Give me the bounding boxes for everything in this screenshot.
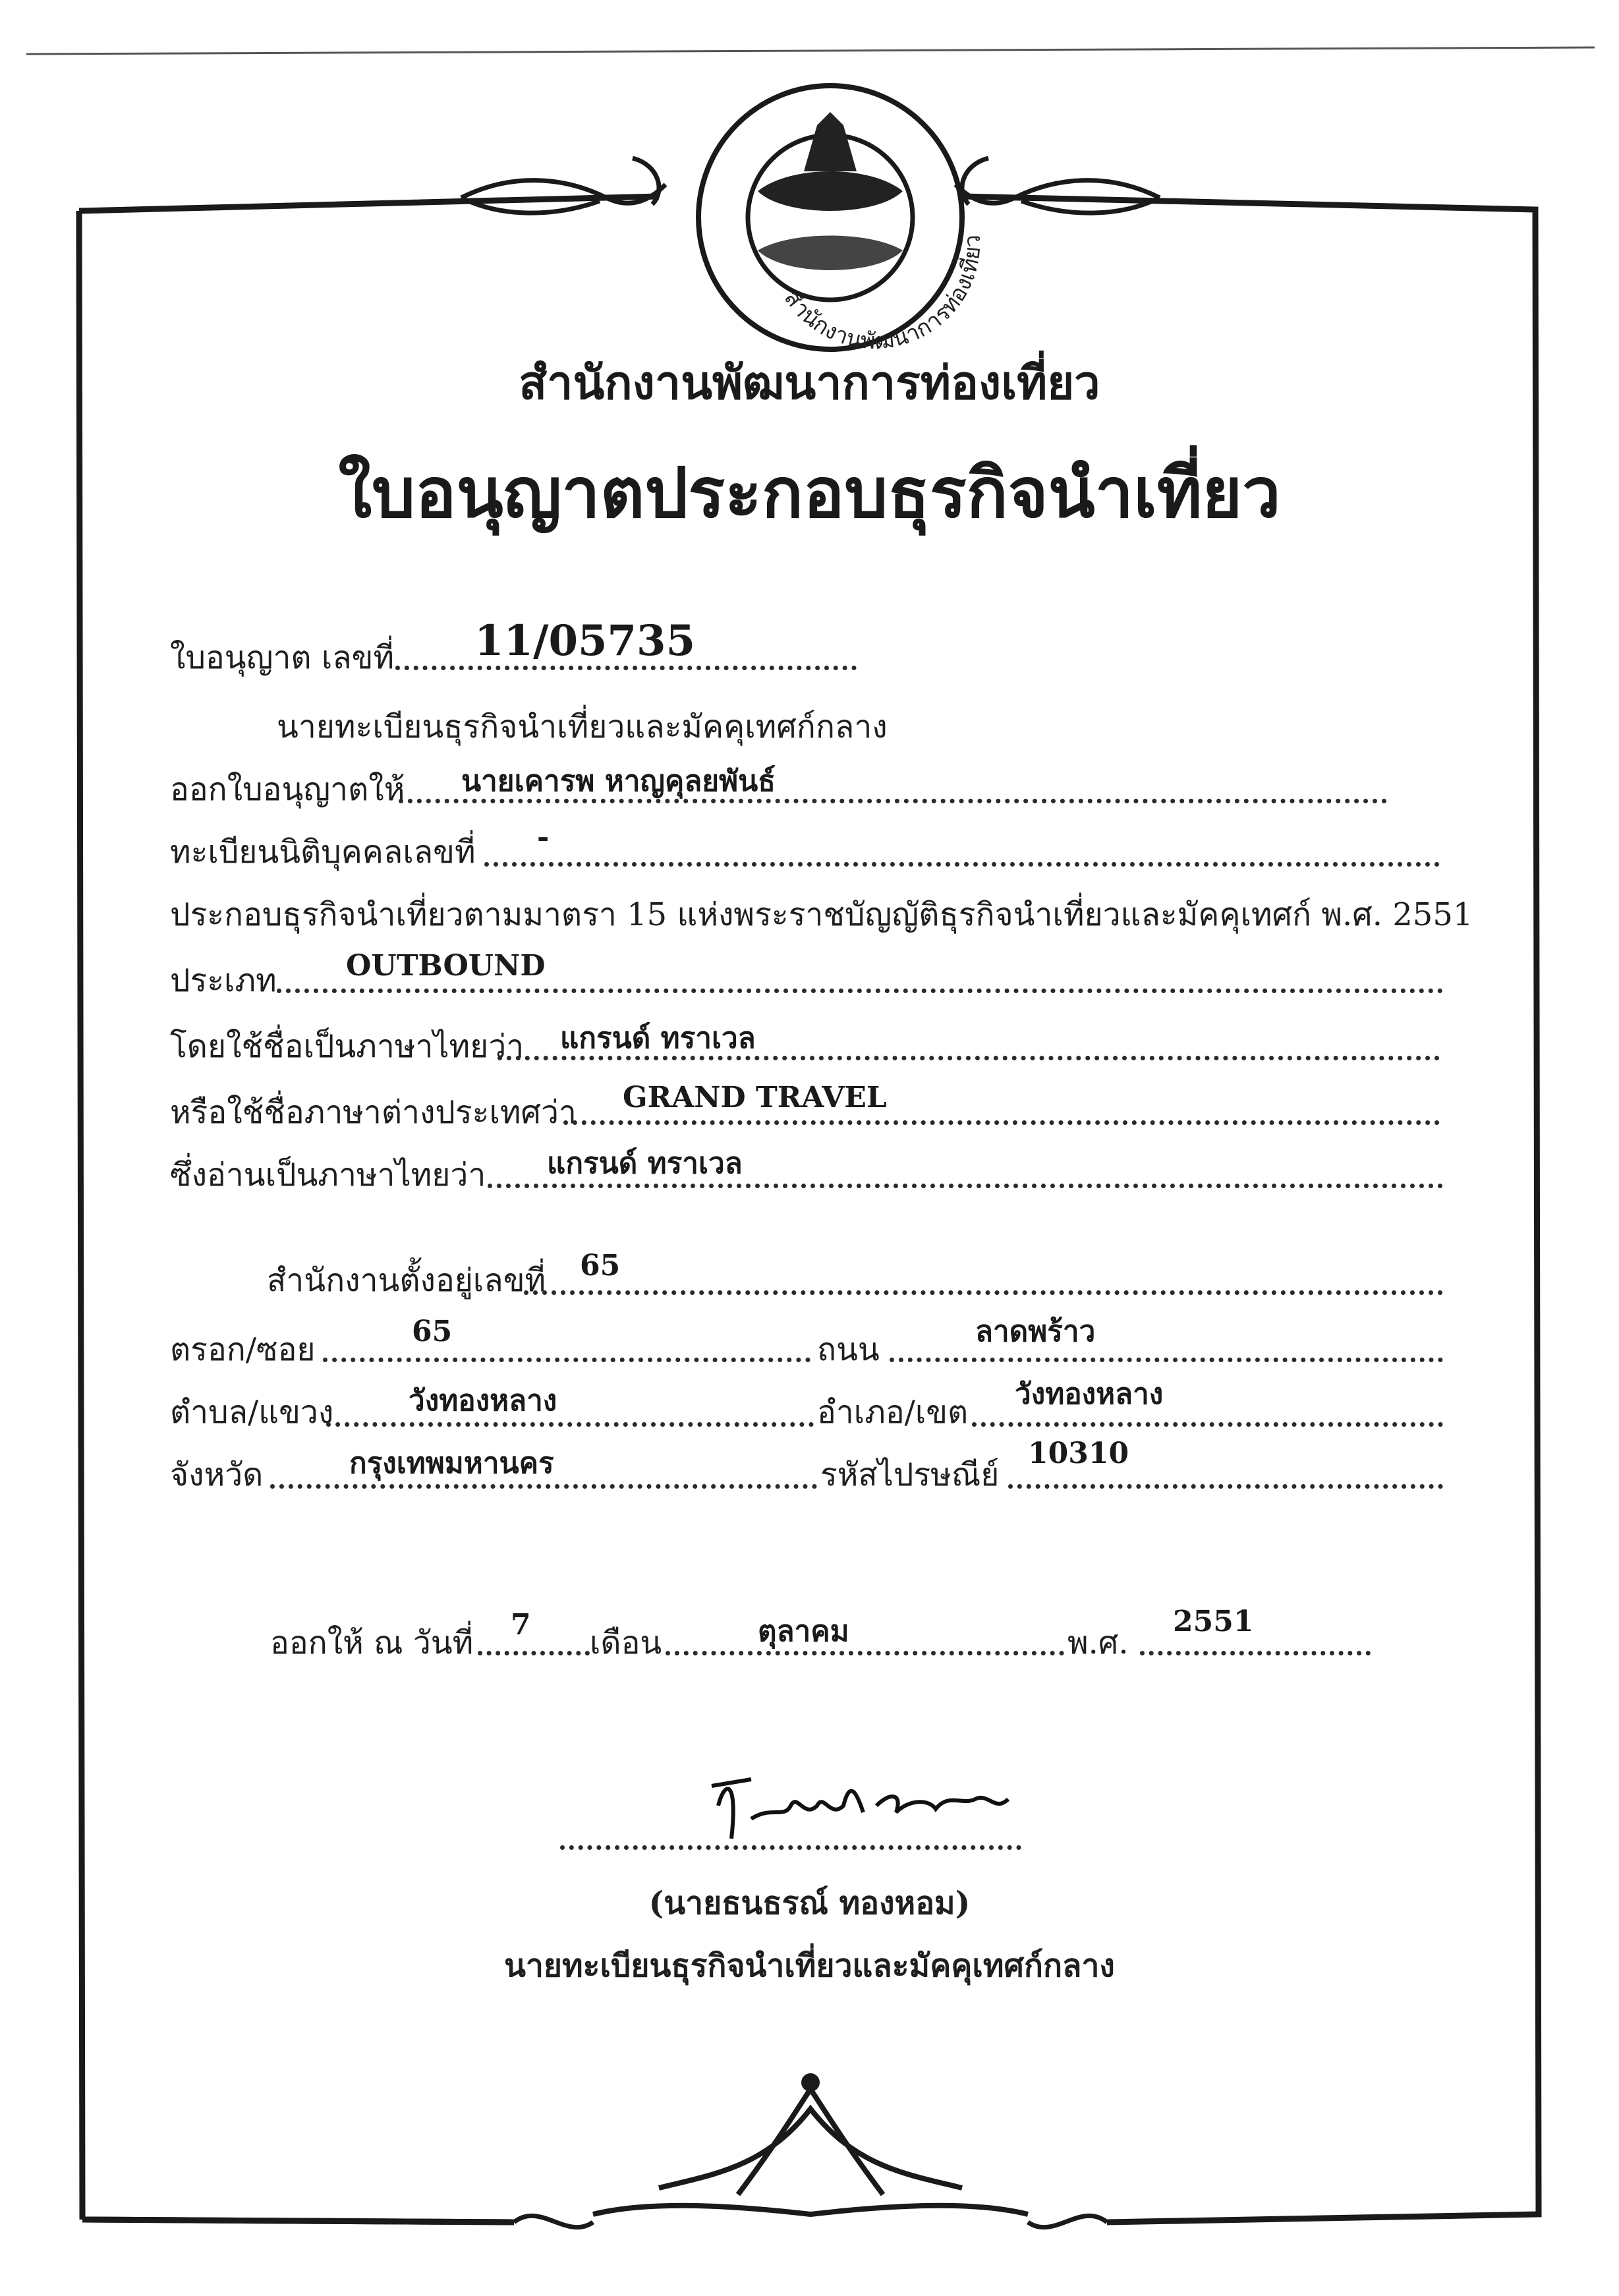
statute-text: ประกอบธุรกิจนำเที่ยวตามมาตรา 15 แห่งพระราชบัญญัติธุรกิจนำเที่ยวและมัคคุเทศก์ พ.ศ. 2551: [170, 896, 1473, 933]
top-left-ornament: [461, 158, 666, 213]
certificate-title: ใบอนุญาตประกอบธุรกิจนำเที่ยว: [338, 452, 1281, 533]
foreign-name-label: หรือใช้ชื่อภาษาต่างประเทศว่า: [170, 1094, 577, 1131]
license-number-label: ใบอนุญาต เลขที่: [170, 639, 395, 676]
soi-label: ตรอก/ซอย: [170, 1331, 316, 1368]
issue-month-value: ตุลาคม: [758, 1615, 849, 1648]
subdistrict-dotline: [326, 1422, 814, 1427]
house-number-value: 65: [580, 1249, 621, 1282]
issued-to-label: ออกใบอนุญาตให้: [170, 771, 405, 808]
district-label: อำเภอ/เขต: [817, 1394, 969, 1431]
postal-dotline: [1008, 1484, 1443, 1489]
postal-label: รหัสไปรษณีย์: [820, 1456, 1000, 1493]
office-address-label: สำนักงานตั้งอยู่เลขที่: [267, 1262, 546, 1299]
reading-label: ซึ่งอ่านเป็นภาษาไทยว่า: [170, 1157, 486, 1193]
province-label: จังหวัด: [170, 1456, 264, 1493]
foreign-name-dotline: [563, 1120, 1440, 1125]
thai-name-label: โดยใช้ชื่อเป็นภาษาไทยว่า: [170, 1028, 525, 1065]
issue-day-dotline: [478, 1651, 590, 1655]
issue-day-value: 7: [511, 1608, 531, 1642]
svg-text:สำนักงานพัฒนาการท่องเที่ยว: สำนักงานพัฒนาการท่องเที่ยว: [778, 234, 986, 355]
issue-month-label: เดือน: [590, 1624, 662, 1661]
district-value: วังทองหลาง: [1015, 1377, 1164, 1411]
top-right-ornament: [955, 158, 1160, 213]
road-dotline: [890, 1358, 1443, 1362]
office-heading: สำนักงานพัฒนาการท่องเที่ยว: [519, 355, 1100, 410]
issued-to-value: นายเคารพ หาญคุลยพันธ์: [461, 764, 776, 798]
signature-dotline: [560, 1845, 1021, 1850]
registrar-position: นายทะเบียนธุรกิจนำเที่ยวและมัคคุเทศก์กลาง: [504, 1947, 1115, 1984]
type-value: OUTBOUND: [346, 949, 546, 983]
road-label: ถนน: [817, 1331, 880, 1368]
issue-year-label: พ.ศ.: [1067, 1624, 1129, 1661]
type-label: ประเภท: [170, 962, 277, 999]
bottom-flourish-right: [1028, 2216, 1107, 2227]
foreign-name-value: GRAND TRAVEL: [623, 1081, 887, 1114]
juristic-label: ทะเบียนนิติบุคคลเลขที่: [170, 834, 476, 871]
issue-date-label: ออกให้ ณ วันที่: [270, 1624, 474, 1661]
district-dotline: [972, 1422, 1443, 1427]
soi-dotline: [323, 1358, 810, 1362]
reading-value: แกรนด์ ทราเวล: [547, 1147, 743, 1180]
juristic-dotline: [484, 862, 1440, 867]
issue-year-dotline: [1140, 1651, 1371, 1655]
soi-value: 65: [412, 1315, 453, 1348]
issue-month-dotline: [666, 1651, 1064, 1655]
issuer-text: นายทะเบียนธุรกิจนำเที่ยวและมัคคุเทศก์กลาง: [277, 708, 888, 745]
license-number-value: 11/05735: [474, 616, 696, 666]
registrar-name: (นายธนธรณ์ ทองหอม): [648, 1885, 971, 1922]
registrar-signature: [712, 1779, 1008, 1839]
juristic-value: -: [537, 820, 550, 854]
postal-value: 10310: [1028, 1437, 1129, 1470]
bottom-ornament: [593, 2076, 1028, 2214]
issue-year-value: 2551: [1173, 1605, 1254, 1638]
road-value: ลาดพร้าว: [975, 1315, 1096, 1348]
license-number-dotline: [395, 666, 857, 670]
type-dotline: [277, 989, 1443, 993]
office-address-dotline: [524, 1290, 1443, 1295]
subdistrict-value: วังทองหลาง: [409, 1384, 557, 1418]
bottom-flourish-left: [514, 2216, 593, 2227]
thai-name-value: แกรนด์ ทราเวล: [560, 1021, 756, 1055]
province-value: กรุงเทพมหานคร: [349, 1447, 554, 1480]
subdistrict-label: ตำบล/แขวง: [170, 1394, 334, 1431]
